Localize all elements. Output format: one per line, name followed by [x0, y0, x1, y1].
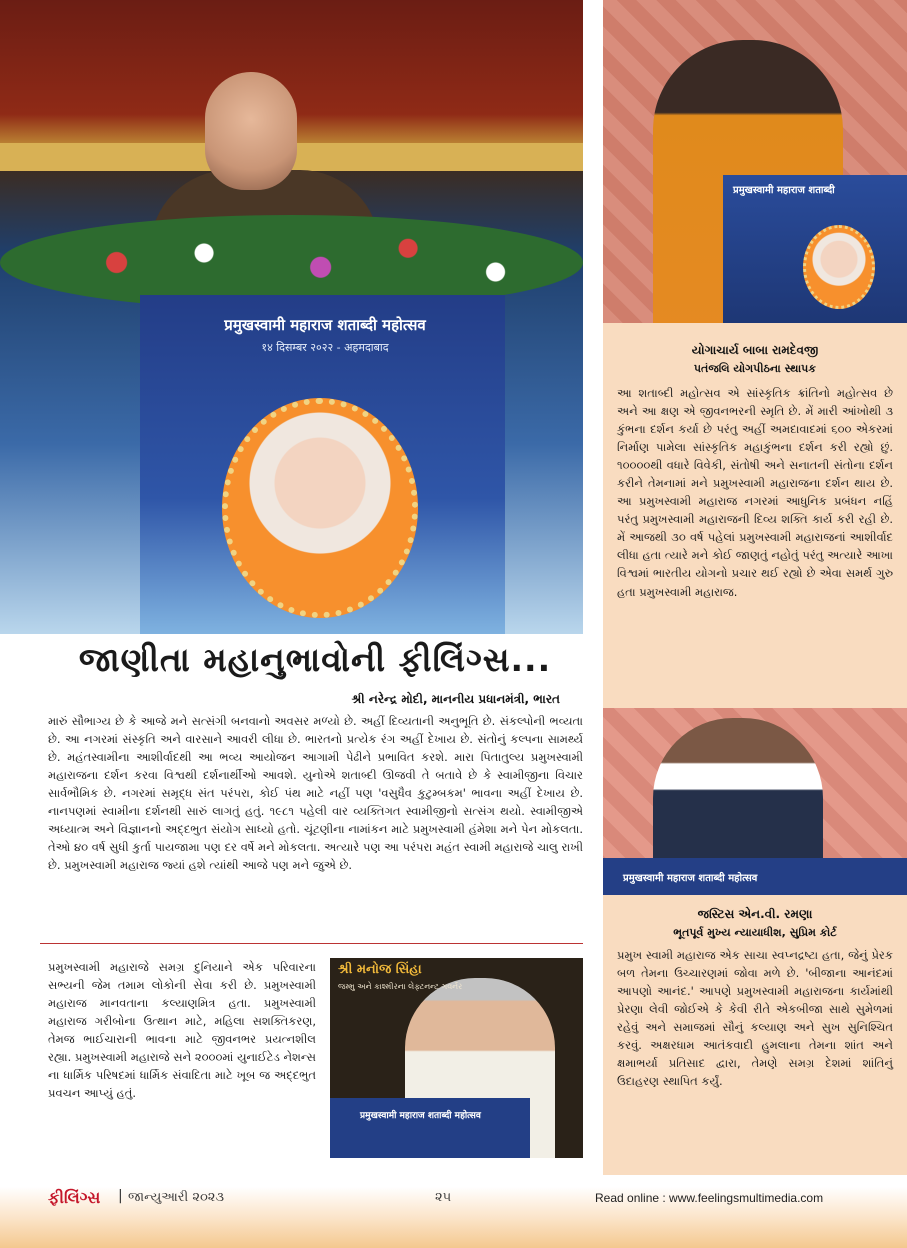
sinha-podium — [330, 1098, 530, 1158]
bottom-left-quote: પ્રમુખસ્વામી મહારાજે સમગ્ર દુનિયાને એક પરિવારના સભ્યની જેમ તમામ લોકોની સેવા કરી છે. પ્રમુખસ્વામી મહારાજ માનવતાના કલ્યાણમિત્ર હતા. પ્રમુખસ્વામી મહારાજ ગરીબોના ઉત્થાન માટે, મહિલા સશક્તિકરણ, તેમજ ભાઈચારાની ભાવના માટે જીવનભર પ્રયત્નશીલ રહ્યા. પ્રમુખસ્વામી મહારાજે સને ૨૦૦૦માં યુનાઈટેડ નેશન્સ ના ધાર્મિક પરિષદમાં ધાર્મિક સંવાદિતા માટે ખૂબ જ અદ્દભુત પ્રવચન આપ્યું હતું. — [48, 960, 316, 1101]
judge-podium-label: प्रमुखस्वामी महाराज शताब्दी महोत्सव — [623, 873, 758, 884]
ramdev-podium-label: प्रमुखस्वामी महाराज शताब्दी — [733, 185, 835, 196]
sinha-podium-label: प्रमुखस्वामी महाराज शताब्दी महोत्सव — [360, 1111, 481, 1121]
judge-role: ભૂતપૂર્વ મુખ્ય ન્યાયાધીશ, સુપ્રિમ કોર્ટ — [673, 926, 837, 939]
modi-quote: મારું સૌભાગ્ય છે કે આજે મને સત્સંગી બનવાનો અવસર મળ્યો છે. અહીં દિવ્યતાની અનુભૂતિ છે. સંકલ્પોની ભવ્યતા છે. આ નગરમાં સંસ્કૃતિ અને વારસાને આવરી લીધા છે. ભારતનો પ્રત્યેક રંગ અહીં દેખાય છે. સંતોનું કલ્પના સામર્થ્ય છે. મહંતસ્વામીના આશીર્વાદથી આ ભવ્ય આયોજન આગામી પેઢીને પ્રભાવિત કરશે. મારા પિતાતુલ્ય પ્રમુખસ્વામી મહારાજના દર્શન કરવા વિશ્વથી દર્શનાર્થીઓ આવશે. યુનોએ શતાબ્દી ઊજવી તે બતાવે છે કે સ્વામીજીના વિચાર સાર્વભૌમિક છે. નગરમાં સમૃદ્ધ સંત પરંપરા, કોઈ પંથ માટે નહીં પણ 'વસુધૈવ કુટુમ્બકમ' ભાવના અહીં દેખાય છે. નાનપણમાં સ્વામીના દર્શનથી સારું લાગતું હતું. ૧૯૮૧ પહેલી વાર વ્યક્તિગત સ્વામીજીનો સત્સંગ થયો. સ્વામીજીએ અધ્યાત્મ અને વિજ્ઞાનનો અદ્દભુત સંયોગ સાધ્યો હતો. ચૂંટણીના નામાંકન માટે પ્રમુખસ્વામી હંમેશા મને પેન મોકલતા. તેઓ ૪૦ વર્ષ સુધી કુર્તા પાયજામા પણ દર વર્ષે મને મોકલતા. અત્યારે પણ આ પરંપરા મહંત સ્વામી મહારાજે ચાલુ રાખી છે. પ્રમુખસ્વામી મહારાજ જ્યાં હશે ત્યાંથી આજે પણ મને જુએ છે. — [48, 714, 583, 873]
ramdev-quote-box — [603, 323, 907, 708]
judge-name: જસ્ટિસ એન.વી. રમણા — [697, 907, 813, 921]
page-number: ૨૫ — [435, 1190, 452, 1205]
read-online-link[interactable]: Read online : www.feelingsmultimedia.com — [595, 1191, 824, 1205]
footer-separator: | — [118, 1188, 123, 1204]
sinha-role: જમ્મુ અને કાશ્મીરના લેફ્ટનન્ટ ગવર્નર — [338, 982, 463, 991]
ramdev-role: પતંજલિ યોગપીઠના સ્થાપક — [693, 362, 817, 375]
footer-date: જાન્યુઆરી ૨૦૨૩ — [128, 1190, 225, 1205]
section-divider — [40, 943, 583, 944]
banner-subtitle: १४ दिसम्बर २०२२ - अहमदाबाद — [261, 341, 389, 354]
judge-quote: પ્રમુખ સ્વામી મહારાજ એક સાચા સ્વપ્નદ્રષ્ટા હતા, જેનું પ્રેરક બળ તેમના ઉચ્ચારણમાં જોવા મળે છે. 'બીજાના આનંદમાં આપણો આનંદ.' આપણે પ્રમુખસ્વામી મહારાજના કાર્યમાંથી પ્રેરણા લેવી જોઈએ કે કેવી રીતે એકબીજા સાથે સુમેળમાં રહેવું અને સમાજમાં સૌનું કલ્યાણ અને સુખ સુનિશ્ચિત કરવું. અક્ષરધામ આતંકવાદી હુમલાના તેમના શાંત અને ક્ષમાભર્યા પ્રતિસાદ દ્વારા, તેમણે સમગ્ર દેશમાં શાંતિનું ઉદાહરણ સ્થાપિત કર્યું. — [617, 948, 893, 1089]
ramdev-quote: આ શતાબ્દી મહોત્સવ એ સાંસ્કૃતિક ક્રાંતિનો મહોત્સવ છે અને આ ક્ષણ એ જીવનભરની સ્મૃતિ છે. મેં મારી આંખોથી ૩ કુંભના દર્શન કર્યા છે પરંતુ અહીં અમદાવાદમાં ૬૦૦ એકરમાં નિર્માણ પામેલા સાંસ્કૃતિક મહાકુંભના દર્શન કરી રહ્યો છું. ૧૦૦૦૦થી વધારે વિવેકી, સંતોષી અને સનાતની સંતોના દર્શન કરીને તેમનામાં મને પ્રમુખસ્વામી મહારાજના દર્શન થાય છે. આ પ્રમુખસ્વામી મહારાજ નગરમાં આધુનિક પ્રબંધન નહિં પરંતુ પ્રમુખસ્વામી મહારાજની દિવ્ય શક્તિ કાર્ય કરી રહી છે. મેં આજથી ૩૦ વર્ષ પહેલાં પ્રમુખસ્વામી મહારાજનાં આશીર્વાદ લીધા હતા ત્યારે મને કોઈ જાણતું નહોતું પરંતુ અત્યારે આખા વિશ્વમાં ભારતીય યોગનો પ્રચાર થઈ રહ્યો છે એવા સમર્થ ગુરુ હતા પ્રમુખસ્વામી મહારાજ. — [617, 386, 893, 599]
main-photo-modi — [0, 0, 583, 634]
podium-portrait — [803, 225, 875, 309]
banner-title: प्रमुखस्वामी महाराज शताब्दी महोत्सव — [224, 316, 426, 334]
sinha-name: શ્રી મનોજ સિંહા — [338, 962, 422, 977]
speaker-head — [205, 72, 297, 190]
footer-brand-logo: ફીલિંગ્સ — [48, 1188, 101, 1207]
page-headline: જાણીતા મહાનુભાવોની ફીલિંગ્સ... — [78, 640, 552, 679]
modi-byline: શ્રી નરેન્દ્ર મોદી, માનનીય પ્રધાનમંત્રી, ભારત — [351, 692, 560, 706]
judge-quote-box — [603, 895, 907, 1175]
ramdev-name: યોગાચાર્ય બાબા રામદેવજી — [691, 343, 819, 357]
judge-photo — [603, 708, 907, 895]
footer-band — [0, 1176, 907, 1248]
ramdev-photo — [603, 0, 907, 323]
pramukhswami-portrait — [222, 398, 418, 618]
